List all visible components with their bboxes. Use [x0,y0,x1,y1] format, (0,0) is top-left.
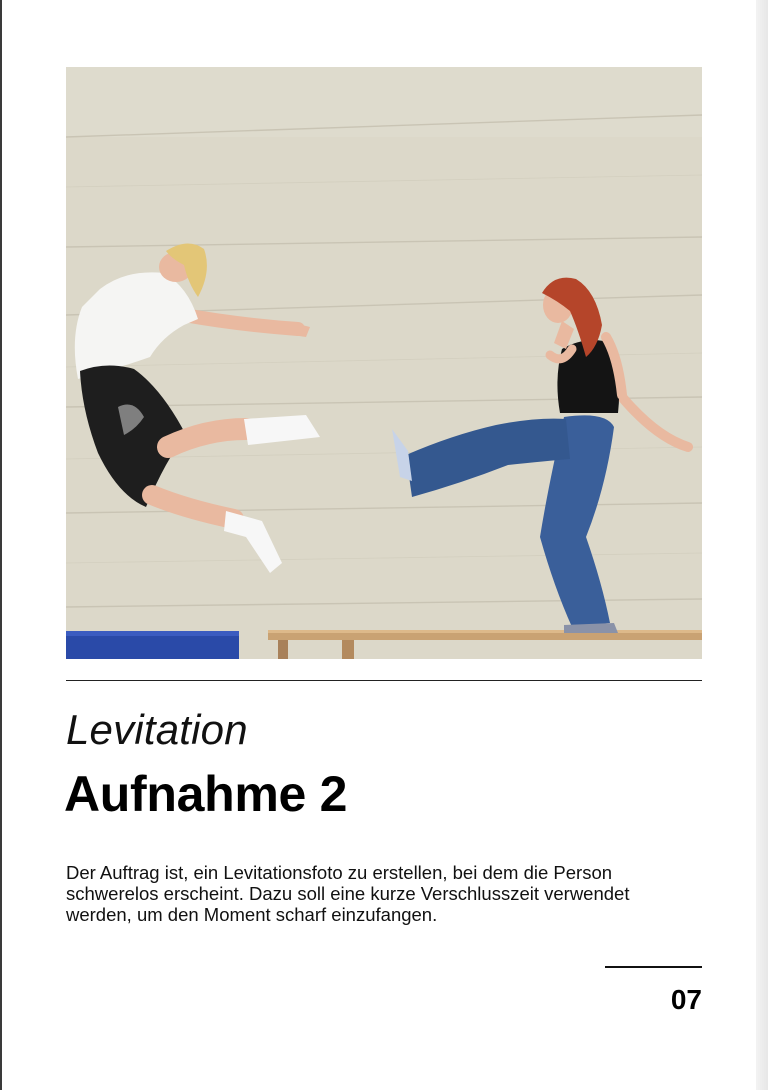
page-shadow [756,0,768,1090]
description-line: schwerelos erscheint. Dazu soll eine kurze Verschlusszeit verwendet [66,883,630,904]
description-paragraph [66,862,702,925]
section-subtitle: Levitation [66,706,248,753]
page-edge [0,0,2,1090]
levitation-photo [66,67,702,659]
page-title: Aufnahme 2 [64,766,348,822]
page-number-divider [605,966,702,968]
page-number: 07 [670,984,702,1015]
description-line: werden, um den Moment scharf einzufangen. [66,904,438,925]
top-divider [66,680,702,681]
description-line: Der Auftrag ist, ein Levitationsfoto zu erstellen, bei dem die Person [66,862,613,883]
